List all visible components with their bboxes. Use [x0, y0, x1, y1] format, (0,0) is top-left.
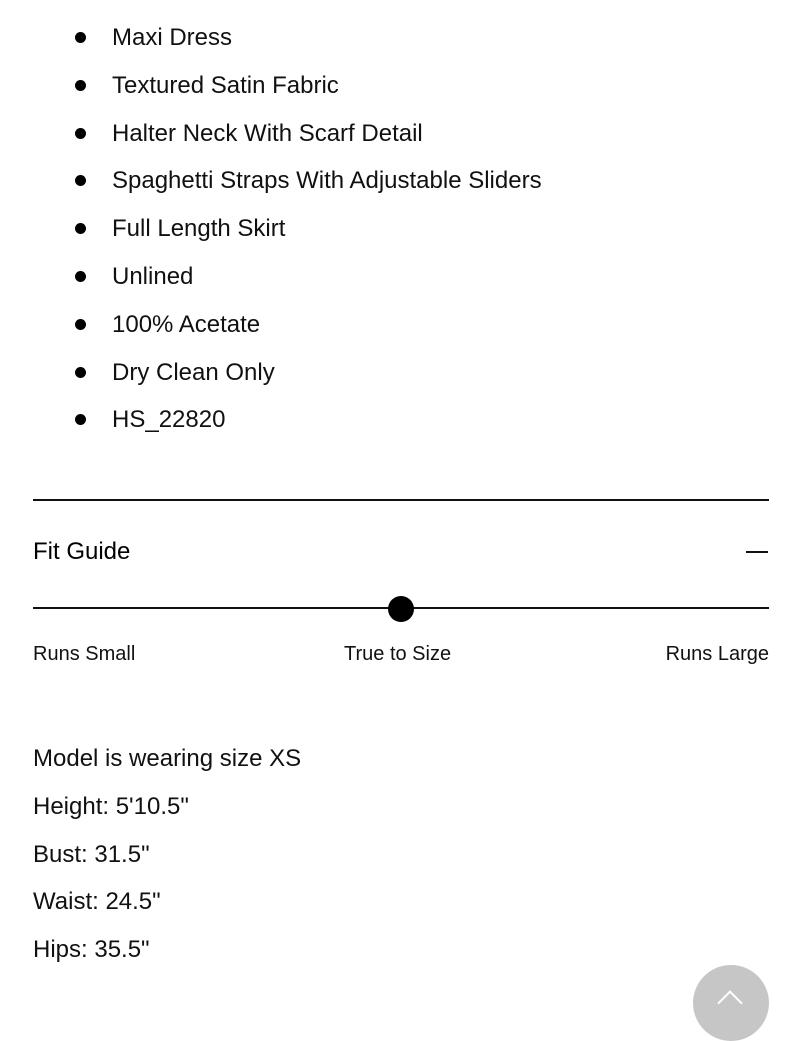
- product-feature-list: [0, 14, 801, 444]
- feature-text: HS_22820: [112, 406, 226, 434]
- fit-label-true-to-size: True to Size: [344, 643, 452, 665]
- feature-text: Dry Clean Only: [112, 358, 275, 386]
- bullet-icon: [75, 175, 86, 186]
- fit-label-runs-large: Runs Large: [665, 643, 769, 665]
- bullet-icon: [75, 414, 86, 425]
- bullet-icon: [75, 80, 86, 91]
- bullet-icon: [75, 319, 86, 330]
- feature-item: [0, 14, 801, 62]
- fit-scale-marker: [388, 596, 414, 622]
- feature-text: Full Length Skirt: [112, 215, 286, 243]
- feature-item: [0, 396, 801, 444]
- bullet-icon: [75, 271, 86, 282]
- bullet-icon: [75, 223, 86, 234]
- fit-scale: [33, 592, 769, 626]
- scroll-to-top-button[interactable]: [693, 965, 769, 1041]
- feature-item: [0, 301, 801, 349]
- model-hips: Hips: 35.5": [33, 936, 150, 964]
- fit-label-runs-small: Runs Small: [33, 643, 136, 665]
- section-divider: [33, 499, 769, 501]
- feature-item: [0, 253, 801, 301]
- model-bust: Bust: 31.5": [33, 840, 150, 868]
- feature-text: Halter Neck With Scarf Detail: [112, 119, 423, 147]
- feature-text: 100% Acetate: [112, 310, 261, 338]
- feature-text: Textured Satin Fabric: [112, 71, 339, 99]
- model-waist: Waist: 24.5": [33, 888, 161, 916]
- bullet-icon: [75, 367, 86, 378]
- feature-text: Unlined: [112, 262, 194, 290]
- bullet-icon: [75, 32, 86, 43]
- feature-item: [0, 62, 801, 110]
- model-height: Height: 5'10.5": [33, 792, 189, 820]
- feature-text: Spaghetti Straps With Adjustable Sliders: [112, 167, 542, 195]
- feature-item: [0, 349, 801, 397]
- feature-item: [0, 205, 801, 253]
- bullet-icon: [75, 128, 86, 139]
- model-info: [33, 735, 769, 974]
- fit-scale-labels: [33, 640, 769, 668]
- feature-item: [0, 110, 801, 158]
- feature-item: [0, 157, 801, 205]
- model-size-line: Model is wearing size XS: [33, 745, 302, 772]
- chevron-up-icon: [717, 990, 742, 1015]
- fit-guide-title: Fit Guide: [33, 538, 131, 565]
- fit-guide-header[interactable]: [33, 534, 769, 570]
- feature-text: Maxi Dress: [112, 24, 233, 51]
- minus-icon[interactable]: [745, 540, 769, 564]
